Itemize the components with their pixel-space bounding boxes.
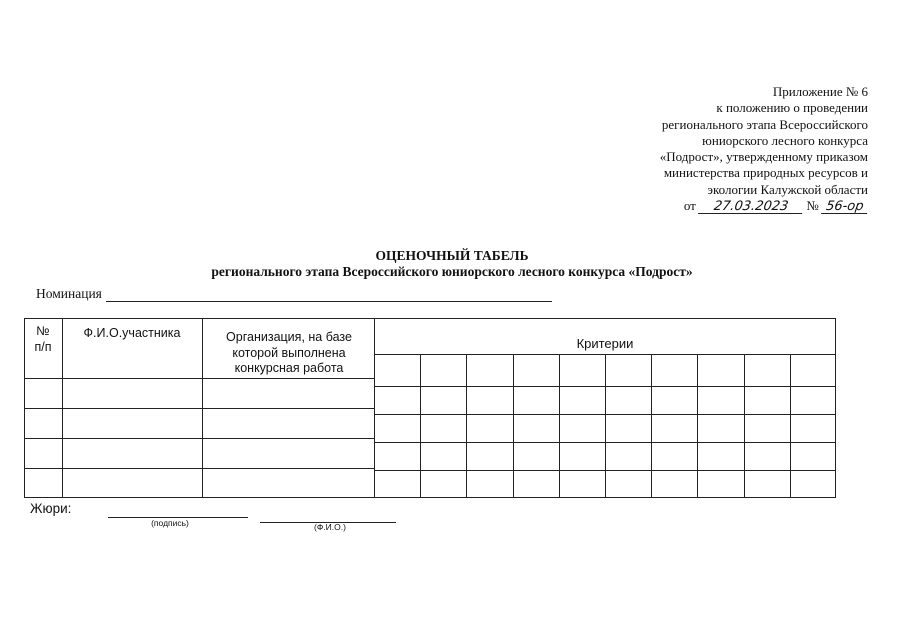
title-main: ОЦЕНОЧНЫЙ ТАБЕЛЬ [375, 248, 529, 263]
jury-label: Жюри: [30, 501, 72, 516]
nomination-input-line[interactable] [106, 287, 552, 302]
signature-caption: (подпись) [151, 518, 189, 528]
appendix-line: «Подрост», утвержденному приказом [659, 149, 868, 165]
date-prefix: от [683, 198, 696, 214]
nomination-row [36, 286, 552, 302]
header-criteria: Критерии [576, 336, 634, 351]
appendix-line: регионального этапа Всероссийского [661, 116, 868, 132]
score-table [24, 318, 836, 498]
handwritten-date: 27.03.2023 [698, 200, 804, 214]
appendix-line: министерства природных ресурсов и [663, 165, 868, 181]
header-participant: Ф.И.О.участника [83, 326, 181, 340]
title-subtitle: регионального этапа Всероссийского юниорского лесного конкурса «Подрост» [211, 264, 693, 279]
name-caption: (Ф.И.О.) [314, 522, 346, 532]
nomination-label: Номинация [36, 286, 102, 301]
order-date-line [660, 198, 868, 214]
header-number: № п/п [34, 324, 52, 354]
document-title [0, 248, 904, 280]
handwritten-order-number: 56-ор [821, 200, 869, 214]
number-prefix: № [806, 198, 819, 214]
appendix-line: Приложение № 6 [772, 84, 868, 99]
appendix-line: юниорского лесного конкурса [702, 132, 868, 148]
appendix-line: экологии Калужской области [707, 181, 868, 197]
appendix-block [660, 84, 868, 214]
appendix-line: к положению о проведении [716, 100, 868, 116]
header-organization: Организация, на базе которой выполнена конкурсная работа [226, 330, 352, 375]
